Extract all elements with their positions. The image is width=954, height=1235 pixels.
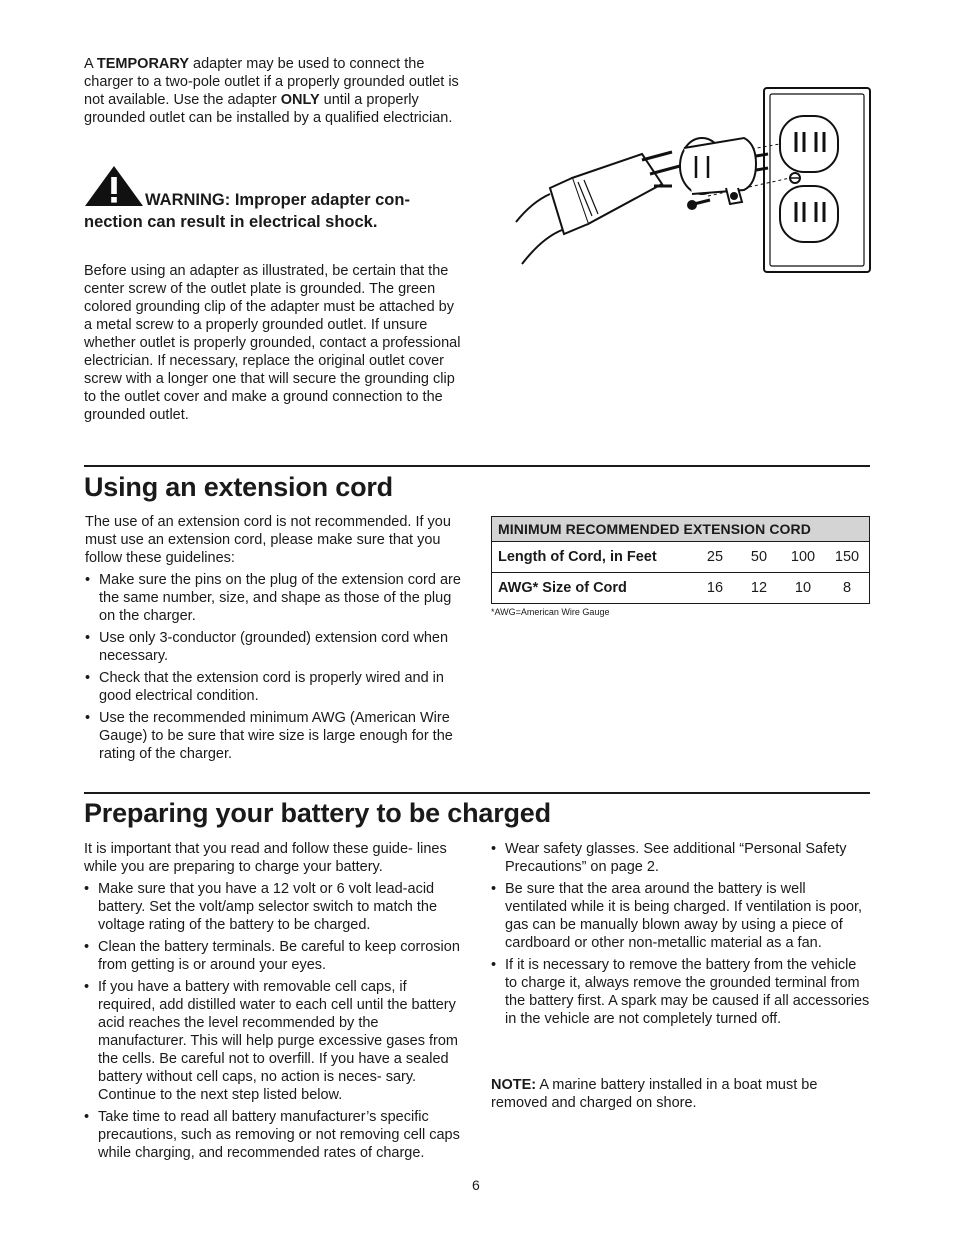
table-cell: 16 xyxy=(706,580,724,596)
table-cell: 8 xyxy=(842,580,852,596)
list-item: • Check that the extension cord is properly wired and in good electrical condition. xyxy=(85,669,465,705)
table-row-label: AWG* Size of Cord xyxy=(498,580,627,596)
list-item: • Wear safety glasses. See additional “Personal Safety Precautions” on page 2. xyxy=(491,840,871,876)
adapter-instructions: Before using an adapter as illustrated, be certain that the center screw of the outlet plate is grounded. The green colored grounding clip of the adapter must be attached by a metal screw to a properly grounded outlet. If unsure whether outlet is properly grounded, contact a professional electrician. If necessary, replace the original outlet cover screw with a longer one that will secure the grounding clip to the outlet cover and make a ground connection to the grounded outlet. xyxy=(84,263,461,423)
note-label: NOTE: xyxy=(491,1077,537,1093)
battery-guidelines-left xyxy=(84,880,466,1166)
adapter-intro-text-3: until a properly grounded outlet can be installed by a qualified electrician. xyxy=(84,92,453,126)
adapter-intro xyxy=(84,55,466,127)
page-number: 6 xyxy=(472,1177,480,1193)
table-cell: 100 xyxy=(781,542,825,573)
battery-intro: It is important that you read and follow these guide- lines while you are preparing to charge your battery. xyxy=(84,841,447,875)
list-item: • Clean the battery terminals. Be careful to keep corrosion from getting is or around your eyes. xyxy=(84,938,466,974)
list-item: • If it is necessary to remove the battery from the vehicle to charge it, always remove the grounded terminal from the battery first. A spark may be caused if all accessories in the vehicle are not completely turned off. xyxy=(491,956,871,1028)
adapter-intro-bold-2: ONLY xyxy=(280,92,320,108)
list-item: • Use the recommended minimum AWG (American Wire Gauge) to be sure that wire size is large enough for the rating of the charger. xyxy=(85,709,465,763)
table-row xyxy=(492,573,870,604)
extension-title: Using an extension cord xyxy=(84,472,393,502)
list-item: • Be sure that the area around the battery is well ventilated while it is being charged. If ventilation is poor, gas can be manually blown away by using a piece of cardboard or other non-metallic material as a fan. xyxy=(491,880,871,952)
table-cell: 12 xyxy=(750,580,768,596)
adapter-intro-bold-1: TEMPORARY xyxy=(96,56,190,72)
list-item: • Use only 3-conductor (grounded) extension cord when necessary. xyxy=(85,629,465,665)
table-footnote: *AWG=American Wire Gauge xyxy=(491,607,610,617)
table-cell: 10 xyxy=(794,580,812,596)
table-cell: 150 xyxy=(825,542,870,573)
section-rule-extension xyxy=(84,465,870,467)
table-row xyxy=(492,542,870,573)
list-item: • Make sure the pins on the plug of the extension cord are the same number, size, and shape as those of the plug on the charger. xyxy=(85,571,465,625)
extension-intro: The use of an extension cord is not recommended. If you must use an extension cord, please make sure that you follow these guidelines: xyxy=(85,514,451,566)
battery-note xyxy=(491,1076,871,1112)
adapter-intro-text-1: A xyxy=(84,56,97,72)
table-cell: 25 xyxy=(693,542,737,573)
adapter-intro-text-2: adapter may be used to connect the charger to a two-pole outlet if a properly grounded outlet is not available. Use the adapter xyxy=(84,56,459,108)
table-cell: 50 xyxy=(737,542,781,573)
note-text: A marine battery installed in a boat must be removed and charged on shore. xyxy=(491,1077,818,1111)
section-rule-battery xyxy=(84,792,870,794)
battery-title: Preparing your battery to be charged xyxy=(84,798,551,828)
list-item: • If you have a battery with removable cell caps, if required, add distilled water to each cell until the battery acid reaches the level recommended by the manufacturer. This will help purge excessive gases from the cells. Be careful not to overfill. If you have a sealed battery without cell caps, no action is neces- sary. Continue to the next step listed below. xyxy=(84,978,466,1104)
battery-guidelines-right xyxy=(491,840,871,1032)
adapter-outlet-illustration xyxy=(512,86,878,276)
extension-guidelines xyxy=(85,571,465,767)
list-item: • Take time to read all battery manufacturer’s specific precautions, such as removing or not removing cell caps while charging, and recommended rates of charge. xyxy=(84,1108,466,1162)
table-row-label: Length of Cord, in Feet xyxy=(492,542,694,573)
table-header: MINIMUM RECOMMENDED EXTENSION CORD xyxy=(492,517,870,542)
extension-cord-table xyxy=(491,516,870,604)
list-item: • Make sure that you have a 12 volt or 6 volt lead-acid battery. Set the volt/amp selector switch to match the voltage rating of the battery to be charged. xyxy=(84,880,466,934)
warning-text: WARNING: Improper adapter con- nection can result in electrical shock. xyxy=(84,191,410,231)
